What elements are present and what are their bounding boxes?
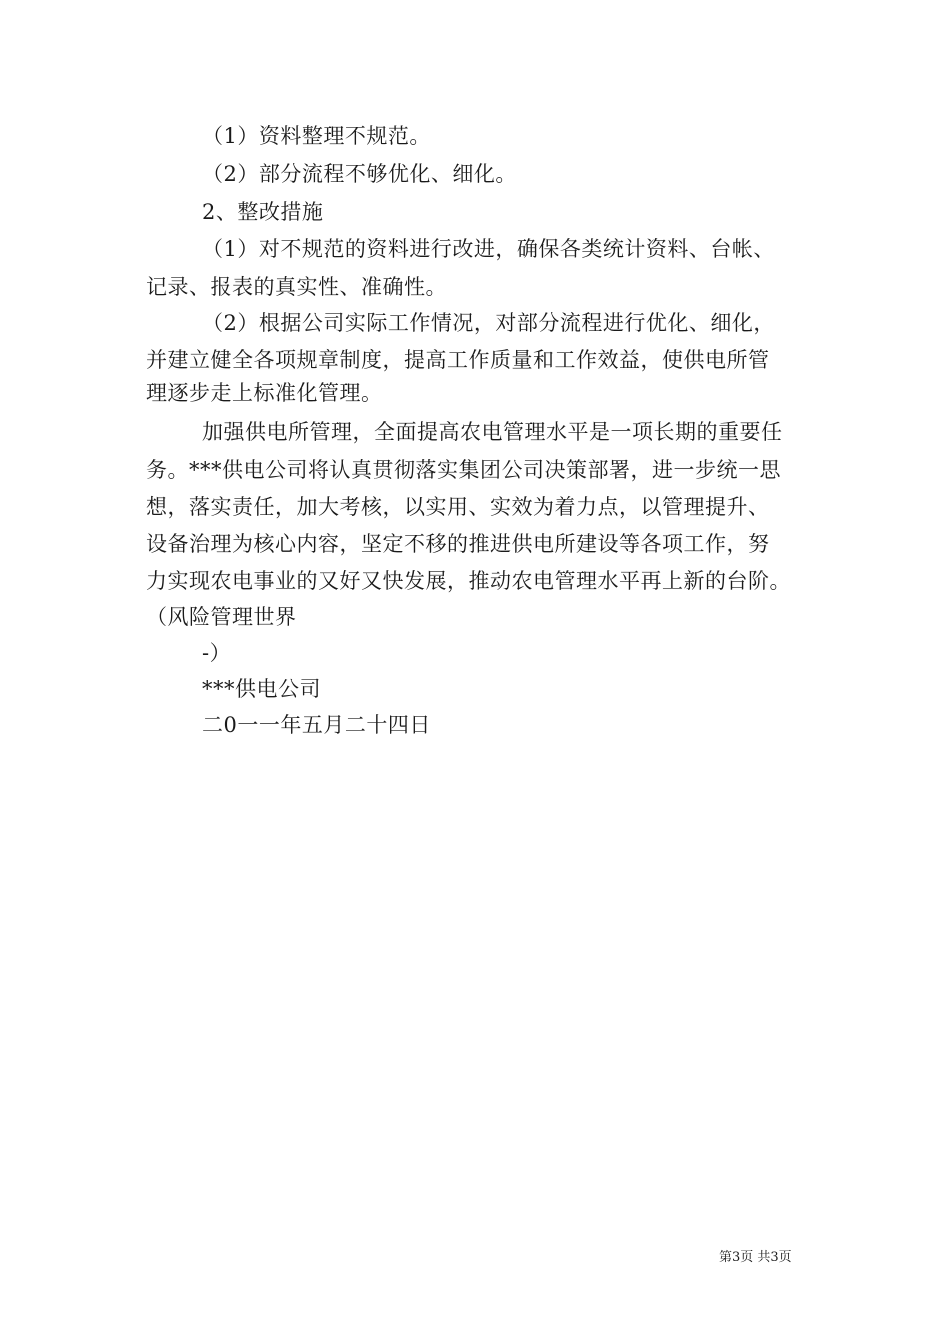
source-note-line-1: （风险管理世界 [146, 605, 297, 629]
page-number-footer: 第3页 共3页 [719, 1250, 792, 1265]
measure-2-line-3: 理逐步走上标准化管理。 [146, 381, 383, 405]
measure-1-line-1: （1）对不规范的资料进行改进，确保各类统计资料、台帐、 [202, 237, 775, 261]
issue-item-2: （2）部分流程不够优化、细化。 [202, 162, 517, 186]
conclusion-line-2: 务。***供电公司将认真贯彻落实集团公司决策部署，进一步统一思 [146, 458, 781, 482]
conclusion-line-1: 加强供电所管理，全面提高农电管理水平是一项长期的重要任 [202, 420, 783, 444]
conclusion-line-5: 力实现农电事业的又好又快发展，推动农电管理水平再上新的台阶。 [146, 569, 791, 593]
conclusion-line-4: 设备治理为核心内容，坚定不移的推进供电所建设等各项工作，努 [146, 532, 770, 556]
signature-company: ***供电公司 [202, 677, 321, 701]
measure-1-line-2: 记录、报表的真实性、准确性。 [146, 275, 447, 299]
conclusion-line-3: 想，落实责任，加大考核，以实用、实效为着力点，以管理提升、 [146, 495, 770, 519]
measure-2-line-2: 并建立健全各项规章制度，提高工作质量和工作效益，使供电所管 [146, 348, 770, 372]
section-heading-rectification: 2、整改措施 [202, 200, 324, 224]
measure-2-line-1: （2）根据公司实际工作情况，对部分流程进行优化、细化， [202, 311, 775, 335]
signature-date: 二0一一年五月二十四日 [202, 713, 431, 737]
issue-item-1: （1）资料整理不规范。 [202, 124, 431, 148]
source-note-line-2: -） [202, 641, 232, 665]
